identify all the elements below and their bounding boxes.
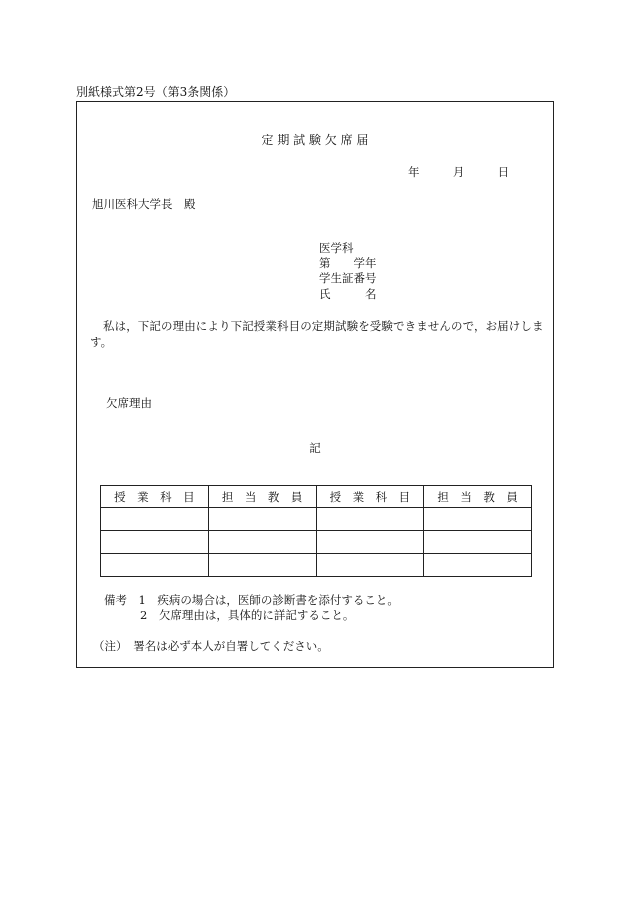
table-cell[interactable] <box>208 531 316 554</box>
subject-table <box>100 485 532 577</box>
table-cell[interactable] <box>208 554 316 577</box>
table-cell[interactable] <box>424 554 532 577</box>
table-cell[interactable] <box>316 554 424 577</box>
ki-heading: 記 <box>309 441 321 455</box>
date-day: 日 <box>497 165 510 179</box>
remark-2: 2 欠席理由は，具体的に詳記すること。 <box>140 608 355 622</box>
table-cell[interactable] <box>424 531 532 554</box>
header-teacher-2: 担 当 教 員 <box>424 486 532 508</box>
remark-1: 備考 1 疾病の場合は，医師の診断書を添付すること。 <box>104 593 399 607</box>
name-label: 氏 名 <box>319 287 377 301</box>
table-cell[interactable] <box>101 531 209 554</box>
table-cell[interactable] <box>316 508 424 531</box>
department-label: 医学科 <box>319 241 354 255</box>
header-subject-2: 授 業 科 目 <box>316 486 424 508</box>
table-row <box>101 508 532 531</box>
date-month: 月 <box>452 165 465 179</box>
table-cell[interactable] <box>101 554 209 577</box>
table-row <box>101 554 532 577</box>
table-header-row <box>101 486 532 508</box>
date-line <box>408 165 509 179</box>
statement-text: 私は，下記の理由により下記授業科目の定期試験を受験できませんので，お届けします。 <box>90 319 544 349</box>
student-id-label: 学生証番号 <box>319 271 377 285</box>
table-cell[interactable] <box>424 508 532 531</box>
signature-notice: （注） 署名は必ず本人が自署してください。 <box>93 639 329 653</box>
table-cell[interactable] <box>208 508 316 531</box>
date-year: 年 <box>408 165 420 179</box>
header-subject-1: 授 業 科 目 <box>101 486 209 508</box>
table-cell[interactable] <box>316 531 424 554</box>
form-title: 定 期 試 験 欠 席 届 <box>261 133 369 147</box>
absence-reason-label: 欠席理由 <box>106 396 152 410</box>
table-cell[interactable] <box>101 508 209 531</box>
form-frame <box>76 101 554 668</box>
grade-label: 第 学年 <box>319 256 377 270</box>
header-teacher-1: 担 当 教 員 <box>208 486 316 508</box>
form-number-label: 別紙様式第2号（第3条関係） <box>76 85 236 99</box>
addressee: 旭川医科大学長 殿 <box>92 197 196 211</box>
table-row <box>101 531 532 554</box>
